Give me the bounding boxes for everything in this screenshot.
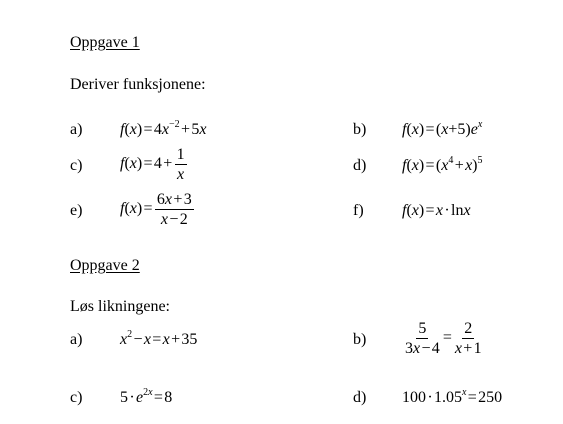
task-1f-label: f) (353, 202, 364, 219)
task-2a-label: a) (70, 331, 83, 348)
task-2b-equation: $\frac{5}{3x - 4}$ = $\frac{2}{x + 1}$ (405, 320, 482, 357)
task-2d-equation: 100 · $1.05^x$ = 250 (402, 387, 503, 406)
oppgave2-instruction: Løs likningene: (70, 298, 170, 315)
task-2c-label: c) (70, 389, 83, 406)
task-1d-equation: f(x) = ($x^4$ + x)$^5$ (402, 155, 483, 174)
task-1c-label: c) (70, 157, 83, 174)
task-1e-equation: f(x) = $\frac{6x + 3}{x - 2}$ (120, 191, 192, 228)
oppgave2-title: Oppgave 2 (70, 257, 140, 274)
task-2b-label: b) (353, 331, 367, 348)
task-1a-equation: f(x) = $4x^{-2}$ + 5x (120, 119, 207, 138)
oppgave1-title: Oppgave 1 (70, 34, 140, 51)
task-1f-equation: f(x) = x · lnx (402, 202, 471, 219)
task-1e-label: e) (70, 202, 83, 219)
task-2d-label: d) (353, 389, 367, 406)
task-1a-label: a) (70, 121, 83, 138)
task-2c-equation: 5 · $e^{2x}$ = 8 (120, 387, 173, 406)
task-1b-label: b) (353, 121, 367, 138)
task-2a-equation: $x^2$ − x = x + 35 (120, 329, 198, 348)
task-1b-equation: f(x) = $(x+5)e^x$ (402, 119, 483, 138)
task-1d-label: d) (353, 157, 367, 174)
task-1c-equation: f(x) = 4 + $\frac{1}{x}$ (120, 146, 185, 183)
oppgave1-instruction: Deriver funksjonene: (70, 76, 206, 93)
